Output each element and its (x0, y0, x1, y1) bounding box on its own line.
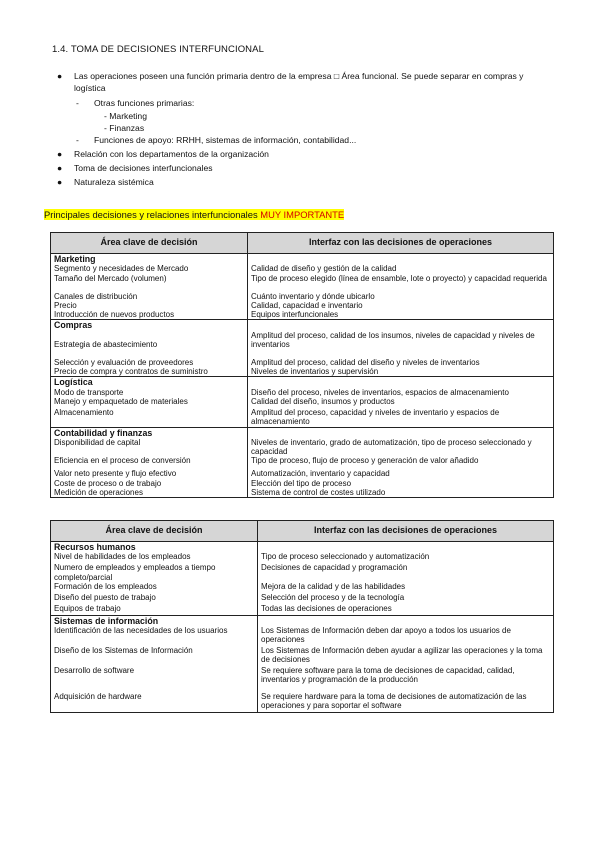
header-interface: Interfaz con las decisiones de operaciones (248, 233, 554, 254)
area-cell: Diseño del puesto de trabajo (51, 593, 258, 604)
table-row (51, 593, 554, 604)
table-row (51, 408, 554, 427)
bullet-dot-icon: ● (57, 177, 63, 188)
area-cell: Numero de empleados y empleados a tiempo completo/parcial (51, 563, 258, 582)
table-row (51, 666, 554, 692)
area-cell: Estrategia de abastecimiento (51, 331, 248, 358)
section-name: Recursos humanos (51, 542, 258, 553)
section-header-row (51, 254, 554, 265)
section-name: Compras (51, 320, 248, 331)
section-spacer (248, 320, 554, 331)
section-header-row (51, 320, 554, 331)
interface-cell: Cuánto inventario y dónde ubicarlo (248, 292, 554, 301)
bullet-item (52, 70, 557, 95)
table-row (51, 264, 554, 273)
interface-cell: Los Sistemas de Información deben ayudar a agilizar las operaciones y la toma de decisiones (258, 646, 554, 666)
interface-cell: Calidad de diseño y gestión de la calidad (248, 264, 554, 273)
area-cell: Precio de compra y contratos de suministro (51, 367, 248, 377)
section-name: Contabilidad y finanzas (51, 427, 248, 438)
interface-cell: Tipo de proceso, flujo de proceso y generación de valor añadido (248, 456, 554, 469)
sub-bullet-item (52, 97, 557, 109)
interface-cell: Calidad del diseño, insumos y productos (248, 397, 554, 408)
area-cell: Desarrollo de software (51, 666, 258, 692)
bullet-list (52, 70, 557, 191)
interface-cell: Tipo de proceso elegido (línea de ensamble, lote o proyecto) y capacidad requerida (248, 274, 554, 292)
area-cell: Manejo y empaquetado de materiales (51, 397, 248, 408)
interface-cell: Sistema de control de costes utilizado (248, 488, 554, 498)
interface-cell: Se requiere hardware para la toma de decisiones de automatización de las operaciones y para soportar el software (258, 692, 554, 713)
bullet-item (52, 148, 557, 160)
interface-cell: Calidad, capacidad e inventario (248, 301, 554, 310)
dash-icon: - (76, 97, 79, 108)
area-cell: Equipos de trabajo (51, 604, 258, 616)
sub-sub-item: - Marketing (104, 110, 147, 121)
sub-sub-item: - Finanzas (104, 123, 145, 134)
section-title: 1.4. TOMA DE DECISIONES INTERFUNCIONAL (52, 44, 264, 55)
header-area: Área clave de decisión (51, 521, 258, 542)
dash-icon: - (76, 135, 79, 146)
bullet-dot-icon: ● (57, 148, 63, 159)
sub-bullet-text: Funciones de apoyo: RRHH, sistemas de información, contabilidad... (94, 135, 357, 146)
table-row (51, 552, 554, 563)
bullet-dot-icon: ● (57, 71, 63, 81)
interface-cell: Selección del proceso y de la tecnología (258, 593, 554, 604)
table-row (51, 274, 554, 292)
area-cell: Tamaño del Mercado (volumen) (51, 274, 248, 292)
interface-cell: Todas las decisiones de operaciones (258, 604, 554, 616)
bullet-text: Relación con los departamentos de la organización (74, 148, 269, 159)
interface-cell: Equipos interfuncionales (248, 310, 554, 320)
section-spacer (258, 615, 554, 626)
table-row (51, 626, 554, 646)
area-cell: Identificación de las necesidades de los usuarios (51, 626, 258, 646)
table-row (51, 582, 554, 593)
decisions-table-2 (50, 520, 554, 713)
interface-cell: Tipo de proceso seleccionado y automatización (258, 552, 554, 563)
table-row (51, 367, 554, 377)
area-cell: Nivel de habilidades de los empleados (51, 552, 258, 563)
section-name: Logística (51, 377, 248, 388)
table-row (51, 646, 554, 666)
section-spacer (248, 427, 554, 438)
section-name: Sistemas de información (51, 615, 258, 626)
highlighted-heading (44, 209, 344, 220)
area-cell: Almacenamiento (51, 408, 248, 427)
bullet-item (52, 162, 557, 174)
section-name: Marketing (51, 254, 248, 265)
area-cell: Formación de los empleados (51, 582, 258, 593)
interface-cell: Amplitud del proceso, calidad de los insumos, niveles de capacidad y niveles de inventarios (248, 331, 554, 358)
area-cell: Canales de distribución (51, 292, 248, 301)
area-cell: Eficiencia en el proceso de conversión (51, 456, 248, 469)
interface-cell: Decisiones de capacidad y programación (258, 563, 554, 582)
area-cell: Coste de proceso o de trabajo (51, 479, 248, 488)
bullet-dot-icon: ● (57, 163, 63, 174)
interface-cell: Los Sistemas de Información deben dar apoyo a todos los usuarios de operaciones (258, 626, 554, 646)
table-row (51, 310, 554, 320)
area-cell: Introducción de nuevos productos (51, 310, 248, 320)
bullet-text: Naturaleza sistémica (74, 177, 154, 188)
interface-cell: Mejora de la calidad y de las habilidades (258, 582, 554, 593)
bullet-text: Toma de decisiones interfuncionales (74, 163, 213, 174)
section-spacer (248, 254, 554, 265)
table-row (51, 604, 554, 616)
area-cell: Modo de transporte (51, 388, 248, 397)
interface-cell: Amplitud del proceso, calidad del diseño y niveles de inventarios (248, 358, 554, 367)
area-cell: Segmento y necesidades de Mercado (51, 264, 248, 273)
table-row (51, 488, 554, 498)
section-header-row (51, 427, 554, 438)
decisions-table-1 (50, 232, 554, 498)
table-row (51, 438, 554, 457)
area-cell: Medición de operaciones (51, 488, 248, 498)
section-header-row (51, 615, 554, 626)
interface-cell: Elección del tipo de proceso (248, 479, 554, 488)
table-row (51, 397, 554, 408)
interface-cell: Niveles de inventarios y supervisión (248, 367, 554, 377)
table-row (51, 301, 554, 310)
interface-cell: Se requiere software para la toma de decisiones de capacidad, calidad, inventarios y programación de la producción (258, 666, 554, 692)
area-cell: Disponibilidad de capital (51, 438, 248, 457)
table-row (51, 388, 554, 397)
table-row (51, 469, 554, 478)
area-cell: Valor neto presente y flujo efectivo (51, 469, 248, 478)
sub-bullet-item (52, 134, 557, 146)
table-row (51, 692, 554, 713)
area-cell: Diseño de los Sistemas de Información (51, 646, 258, 666)
section-spacer (258, 542, 554, 553)
interface-cell: Niveles de inventario, grado de automatización, tipo de proceso seleccionado y capacidad (248, 438, 554, 457)
area-cell: Selección y evaluación de proveedores (51, 358, 248, 367)
section-header-row (51, 542, 554, 553)
interface-cell: Amplitud del proceso, capacidad y niveles de inventario y espacios de almacenamiento (248, 408, 554, 427)
bullet-item (52, 176, 557, 188)
sub-bullet-text: Otras funciones primarias: (94, 97, 195, 108)
interface-cell: Diseño del proceso, niveles de inventarios, espacios de almacenamiento (248, 388, 554, 397)
table-row (51, 563, 554, 582)
table-row (51, 456, 554, 469)
table-row (51, 479, 554, 488)
important-label: MUY IMPORTANTE (260, 209, 345, 220)
table-row (51, 331, 554, 358)
area-cell: Precio (51, 301, 248, 310)
section-spacer (248, 377, 554, 388)
highlight-text: Principales decisiones y relaciones interfuncionales (44, 209, 261, 220)
section-header-row (51, 377, 554, 388)
interface-cell: Automatización, inventario y capacidad (248, 469, 554, 478)
header-area: Área clave de decisión (51, 233, 248, 254)
table-row (51, 358, 554, 367)
header-interface: Interfaz con las decisiones de operaciones (258, 521, 554, 542)
area-cell: Adquisición de hardware (51, 692, 258, 713)
bullet-text: Las operaciones poseen una función primaria dentro de la empresa □ Área funcional. Se puede separar en compras y logística (74, 71, 524, 94)
table-row (51, 292, 554, 301)
